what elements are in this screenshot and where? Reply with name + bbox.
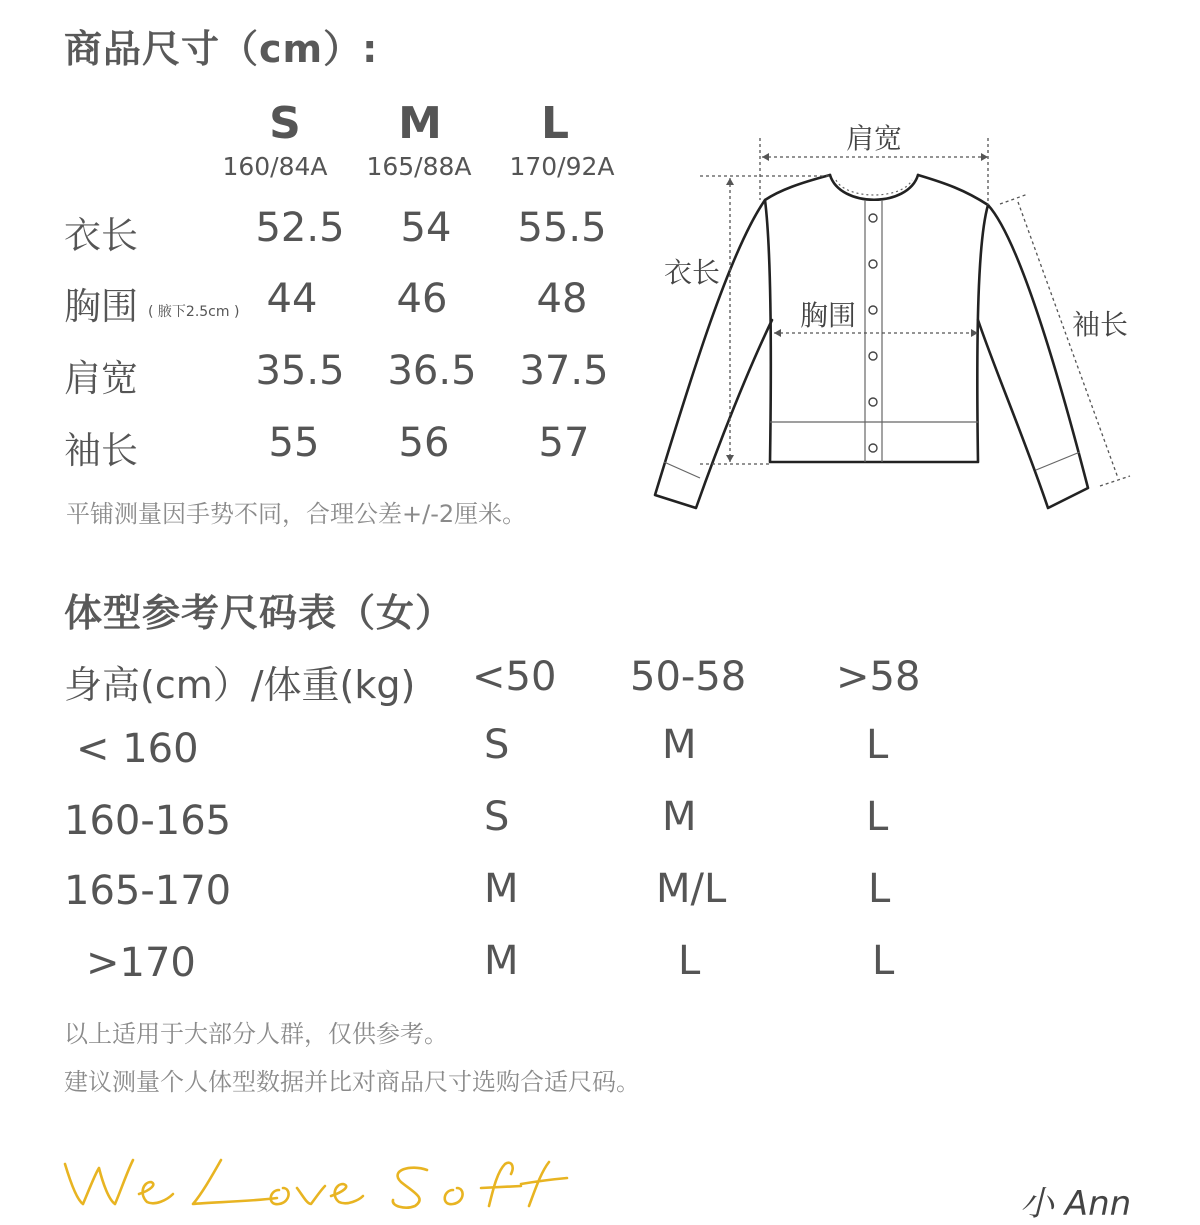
size-code-s: 160/84A (222, 152, 328, 181)
size-code-l: 170/92A (509, 152, 615, 181)
size-letter-l: L (540, 98, 570, 149)
diagram-label-chest: 胸围 (799, 299, 857, 332)
cell-r1-c1: S (484, 722, 510, 768)
value-sleeve-m: 56 (398, 420, 450, 466)
cell-r2-c1: S (484, 794, 510, 840)
measure-note: 平铺测量因手势不同，合理公差+/-2厘米。 (66, 500, 527, 528)
weight-col-2: 50-58 (630, 654, 747, 700)
weight-col-1: <50 (472, 654, 557, 700)
measure-lines (700, 138, 1130, 486)
footnote-1: 以上适用于大部分人群，仅供参考。 (64, 1020, 448, 1048)
size-title: 商品尺寸（cm）: (64, 27, 379, 71)
value-length-m: 54 (400, 205, 452, 251)
row-label-shoulder: 肩宽 (64, 357, 138, 400)
cell-r2-c2: M (662, 794, 697, 840)
body-table-header: 身高(cm）/体重(kg) (64, 663, 416, 707)
cell-r3-c2: M/L (656, 866, 727, 912)
cell-r2-c3: L (866, 794, 889, 840)
chest-note: ( 腋下2.5cm ) (148, 304, 240, 320)
diagram-label-length: 衣长 (663, 256, 721, 289)
cell-r1-c2: M (662, 722, 697, 768)
value-sleeve-l: 57 (538, 420, 590, 466)
value-shoulder-s: 35.5 (255, 348, 345, 394)
weight-col-3: >58 (836, 654, 921, 700)
body-title: 体型参考尺码表（女） (64, 591, 455, 635)
cell-r3-c1: M (484, 866, 519, 912)
cardigan-outline (655, 175, 1088, 508)
cardigan-details (664, 180, 1080, 478)
value-chest-l: 48 (536, 276, 588, 322)
cell-r4-c2: L (678, 938, 701, 984)
brand-script (55, 1150, 585, 1212)
height-row-4: >170 (86, 940, 196, 986)
cell-r1-c3: L (866, 722, 889, 768)
row-label-length: 衣长 (64, 214, 138, 257)
cardigan-diagram (640, 110, 1140, 530)
size-code-m: 165/88A (366, 152, 472, 181)
value-shoulder-m: 36.5 (387, 348, 477, 394)
size-letter-s: S (269, 98, 301, 149)
value-length-s: 52.5 (255, 205, 345, 251)
value-shoulder-l: 37.5 (519, 348, 609, 394)
row-label-sleeve: 袖长 (64, 429, 138, 472)
cell-r4-c3: L (872, 938, 895, 984)
height-row-2: 160-165 (64, 798, 232, 844)
height-row-3: 165-170 (64, 868, 232, 914)
height-row-1: < 160 (76, 726, 199, 772)
cell-r4-c1: M (484, 938, 519, 984)
diagram-label-shoulder: 肩宽 (845, 122, 903, 155)
signature: 小 Ann (1020, 1184, 1132, 1224)
value-chest-s: 44 (266, 276, 318, 322)
value-length-l: 55.5 (517, 205, 607, 251)
value-chest-m: 46 (396, 276, 448, 322)
row-label-chest: 胸围 (64, 285, 138, 328)
cell-r3-c3: L (868, 866, 891, 912)
diagram-label-sleeve: 袖长 (1071, 308, 1129, 341)
value-sleeve-s: 55 (268, 420, 320, 466)
size-letter-m: M (398, 98, 442, 149)
footnote-2: 建议测量个人体型数据并比对商品尺寸选购合适尺码。 (64, 1068, 640, 1096)
